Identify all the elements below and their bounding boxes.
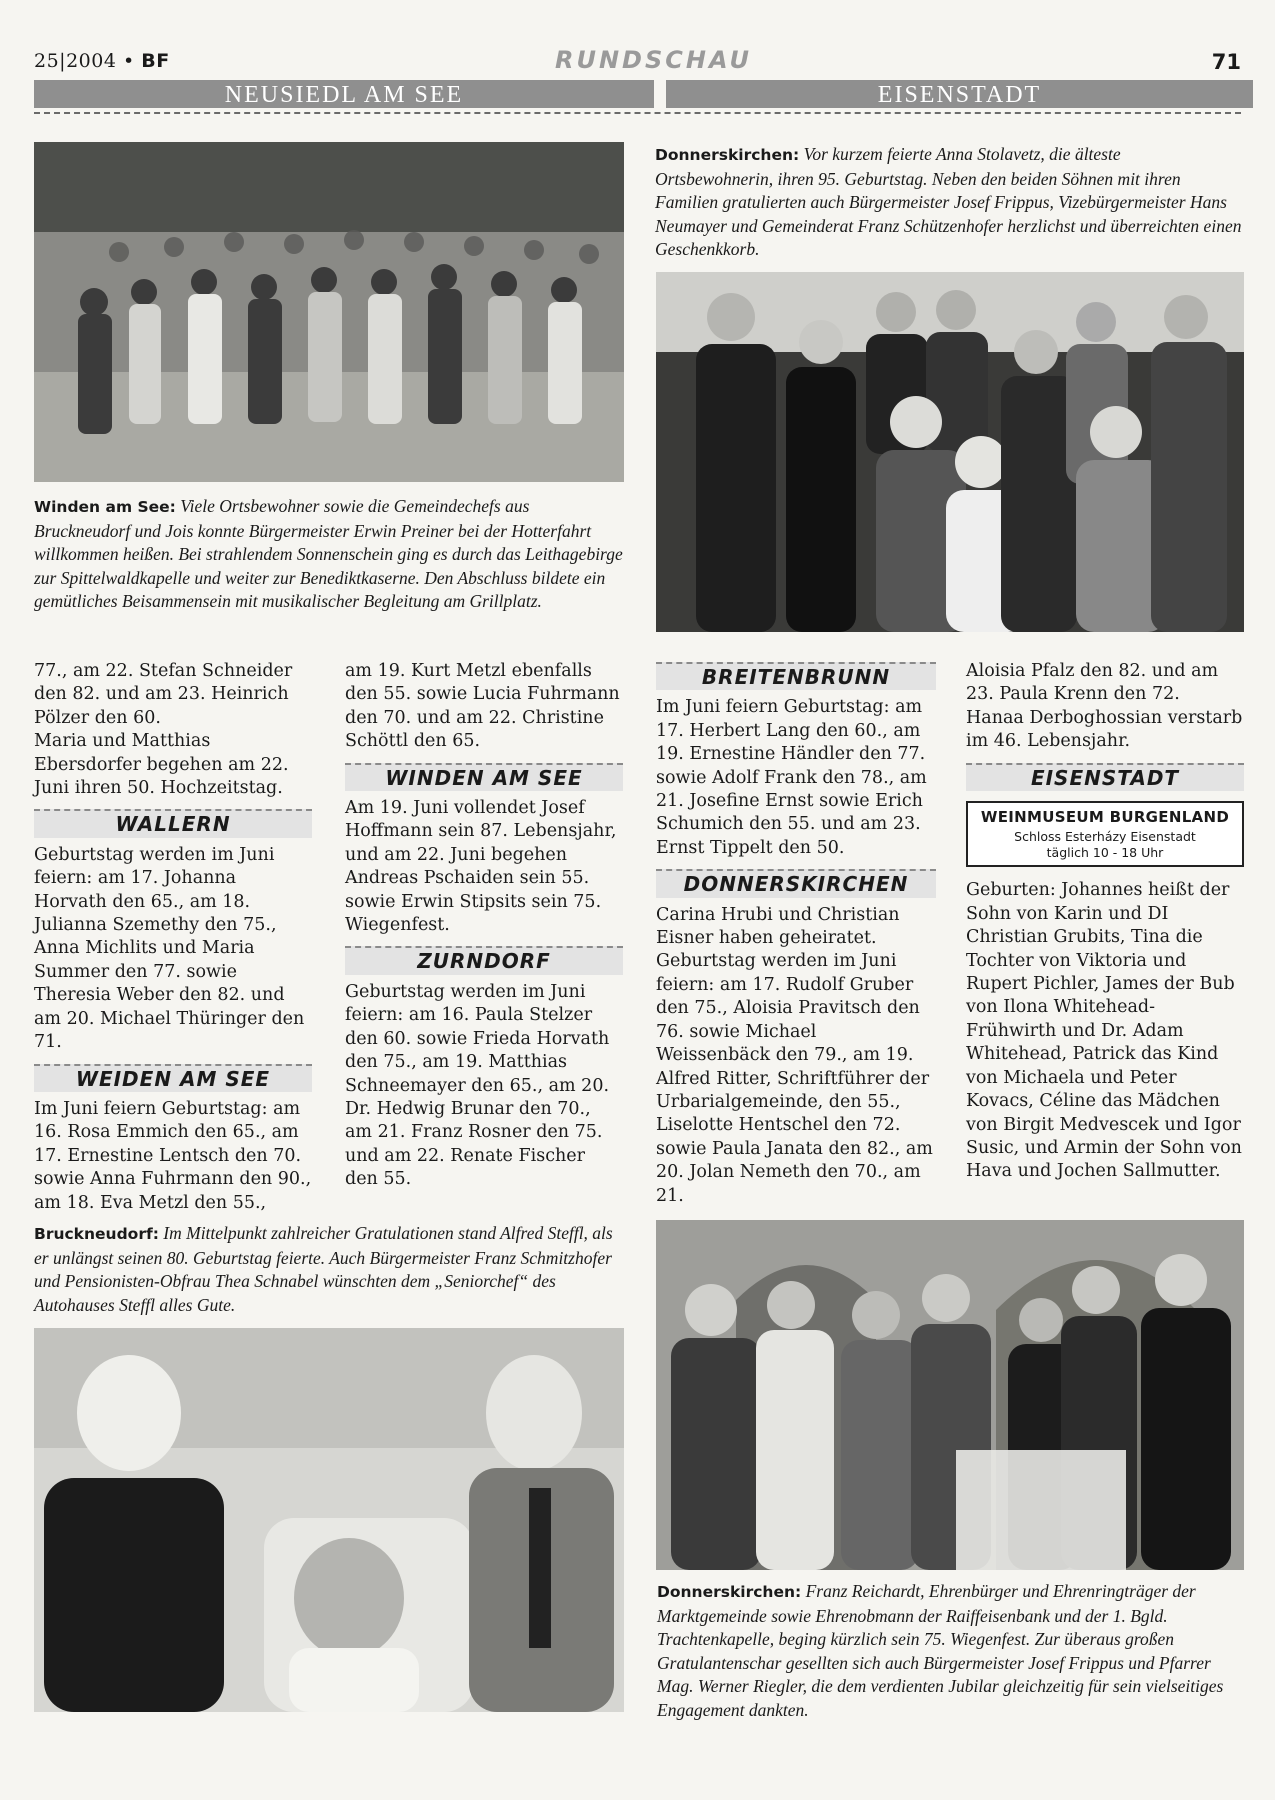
section-heading-winden-am-see: WINDEN AM SEE: [345, 763, 623, 791]
column-1: [34, 660, 312, 1215]
section-heading-breitenbrunn: BREITENBRUNN: [656, 662, 936, 690]
caption-donnerskirchen-top: Donnerskirchen: Vor kurzem feierte Anna Stolavetz, die älteste Ortsbewohnerin, ihren 95. Geburtstag. Neben den beiden Söhnen mit ihren Familien gratulierten auch Bürgermeister Josef Frippus, Vizebürgermeister Hans Neumayer und Gemeinderat Franz Schützenhofer herzlichst und überreichten einen Geschenkkorb.: [655, 144, 1242, 259]
paragraph: am 19. Kurt Metzl ebenfalls den 55. sowie Lucia Fuhrmann den 70. und am 22. Christine Schöttl den 65.: [345, 661, 620, 752]
paragraph: Geburtstag werden im Juni feiern: am 17. Rudolf Gruber den 75., Aloisia Pravitsch den 76. sowie Michael Weissenbäck den 79., am 19. Alfred Ritter, Schriftführer der Urbarialgemeinde, den 55., Liselotte Hentschel den 72. sowie Paula Janata den 82., am 20. Jolan Nemeth den 70., am 21.: [656, 951, 933, 1206]
column-2: [345, 660, 623, 1192]
caption-place: Donnerskirchen:: [655, 146, 800, 164]
column-4: [966, 660, 1244, 1184]
paragraph: Geburten: Johannes heißt der Sohn von Karin und DI Christian Grubits, Tina die Tochter von Viktoria und Rupert Pichler, James der Bub von Ilona Whitehead-Frühwirth und Dr. Adam Whitehead, Patrick das Kind von Michaela und Peter Kovacs, Céline das Mädchen von Birgit Medvescek und Igor Susic, und Armin der Sohn von Hava und Jochen Sallmutter.: [966, 880, 1242, 1182]
caption-winden: Winden am See: Viele Ortsbewohner sowie die Gemeindechefs aus Bruckneudorf und Jois konnte Bürgermeister Erwin Preiner bei der Hotterfahrt willkommen heißen. Bei strahlendem Sonnenschein ging es durch das Leithagebirge zur Spittelwaldkapelle und weiter zur Benediktkaserne. Den Abschluss bildete ein gemütliches Beisammensein mit musikalischer Begleitung am Grillplatz.: [34, 496, 623, 611]
caption-bruckneudorf: Bruckneudorf: Im Mittelpunkt zahlreicher Gratulationen stand Alfred Steffl, als er unlängst seinen 80. Geburtstag feierte. Auch Bürgermeister Franz Schmitzhofer und Pensionisten-Obfrau Thea Schnabel wünschten dem „Seniorchef“ des Autohauses Steffl alles Gute.: [34, 1223, 613, 1315]
paragraph: Am 19. Juni vollendet Josef Hoffmann sein 87. Lebensjahr, und am 22. Juni begehen Andreas Pschaiden sein 55. sowie Erwin Stipsits sein 75. Wiegenfest.: [345, 798, 617, 936]
paragraph: Im Juni feiern Geburtstag: am 17. Herbert Lang den 60., am 19. Ernestine Händler den 77. sowie Adolf Frank den 78., am 21. Josefine Ernst sowie Erich Schumich den 55. und am 23. Ernst Tippelt den 50.: [656, 697, 927, 858]
caption-donnerskirchen-bottom: Donnerskirchen: Franz Reichardt, Ehrenbürger und Ehrenringträger der Marktgemeinde sowie Ehrenobmann der Raiffeisenbank und der 1. Bgld. Trachtenkapelle, beging kürzlich sein 75. Wiegenfest. Zur überaus großen Gratulantenschar gesellten sich auch Bürgermeister Josef Frippus und Pfarrer Mag. Werner Riegler, die dem verdienten Jubilar gleichzeitig für sein vielseitiges Engagement dankten.: [657, 1581, 1224, 1720]
paragraph: Aloisia Pfalz den 82. und am 23. Paula Krenn den 72.: [966, 661, 1219, 705]
header-divider: [34, 112, 1241, 114]
region-band-neusiedl: NEUSIEDL AM SEE: [34, 80, 654, 108]
photo-winden-group: [34, 142, 624, 482]
ad-title: WEINMUSEUM BURGENLAND: [980, 808, 1230, 827]
caption-place: Winden am See:: [34, 498, 176, 516]
paragraph: Geburtstag werden im Juni feiern: am 16. Paula Stelzer den 60. sowie Frieda Horvath den 75., am 19. Matthias Schneemayer den 65., am 20. Dr. Hedwig Brunar den 70., am 21. Franz Rosner den 75. und am 22. Renate Fischer den 55.: [345, 981, 610, 1190]
region-band-eisenstadt: EISENSTADT: [654, 80, 1253, 108]
photo-donnerskirchen-celebration: [656, 1220, 1244, 1570]
issue-label: 25|2004 • BF: [34, 50, 170, 72]
ad-line: Schloss Esterházy Eisenstadt: [1014, 829, 1196, 845]
paragraph: Carina Hrubi und Christian Eisner haben geheiratet.: [656, 904, 900, 949]
publication-title: RUNDSCHAU: [555, 46, 752, 74]
paragraph: Hanaa Derboghossian verstarb im 46. Lebensjahr.: [966, 707, 1243, 752]
section-heading-weiden-am-see: WEIDEN AM SEE: [34, 1064, 312, 1092]
paragraph: Maria und Matthias Ebersdorfer begehen am 22. Juni ihren 50. Hochzeitstag.: [34, 731, 289, 799]
section-heading-donnerskirchen: DONNERSKIRCHEN: [656, 869, 936, 897]
paragraph: 77., am 22. Stefan Schneider den 82. und am 23. Heinrich Pölzer den 60.: [34, 661, 293, 728]
photo-bruckneudorf: [34, 1328, 624, 1712]
page-number: 71: [1211, 50, 1241, 74]
section-heading-eisenstadt: EISENSTADT: [966, 763, 1244, 791]
paragraph: Im Juni feiern Geburtstag: am 16. Rosa Emmich den 65., am 17. Ernestine Lentsch den 70. sowie Anna Fuhrmann den 90., am 18. Eva Metzl den 55.,: [34, 1098, 312, 1213]
ad-line: täglich 10 - 18 Uhr: [1046, 845, 1164, 861]
column-3: [656, 662, 936, 1208]
photo-donnerskirchen-family: [656, 272, 1244, 632]
advertisement-weinmuseum: [966, 801, 1244, 867]
caption-place: Bruckneudorf:: [34, 1225, 159, 1243]
section-heading-wallern: WALLERN: [34, 809, 312, 837]
section-heading-zurndorf: ZURNDORF: [345, 946, 623, 974]
paragraph: Geburtstag werden im Juni feiern: am 17. Johanna Horvath den 65., am 18. Julianna Szemethy den 75., Anna Michlits und Maria Summer den 77. sowie Theresia Weber den 82. und am 20. Michael Thüringer den 71.: [34, 844, 305, 1053]
caption-place: Donnerskirchen:: [657, 1583, 802, 1601]
